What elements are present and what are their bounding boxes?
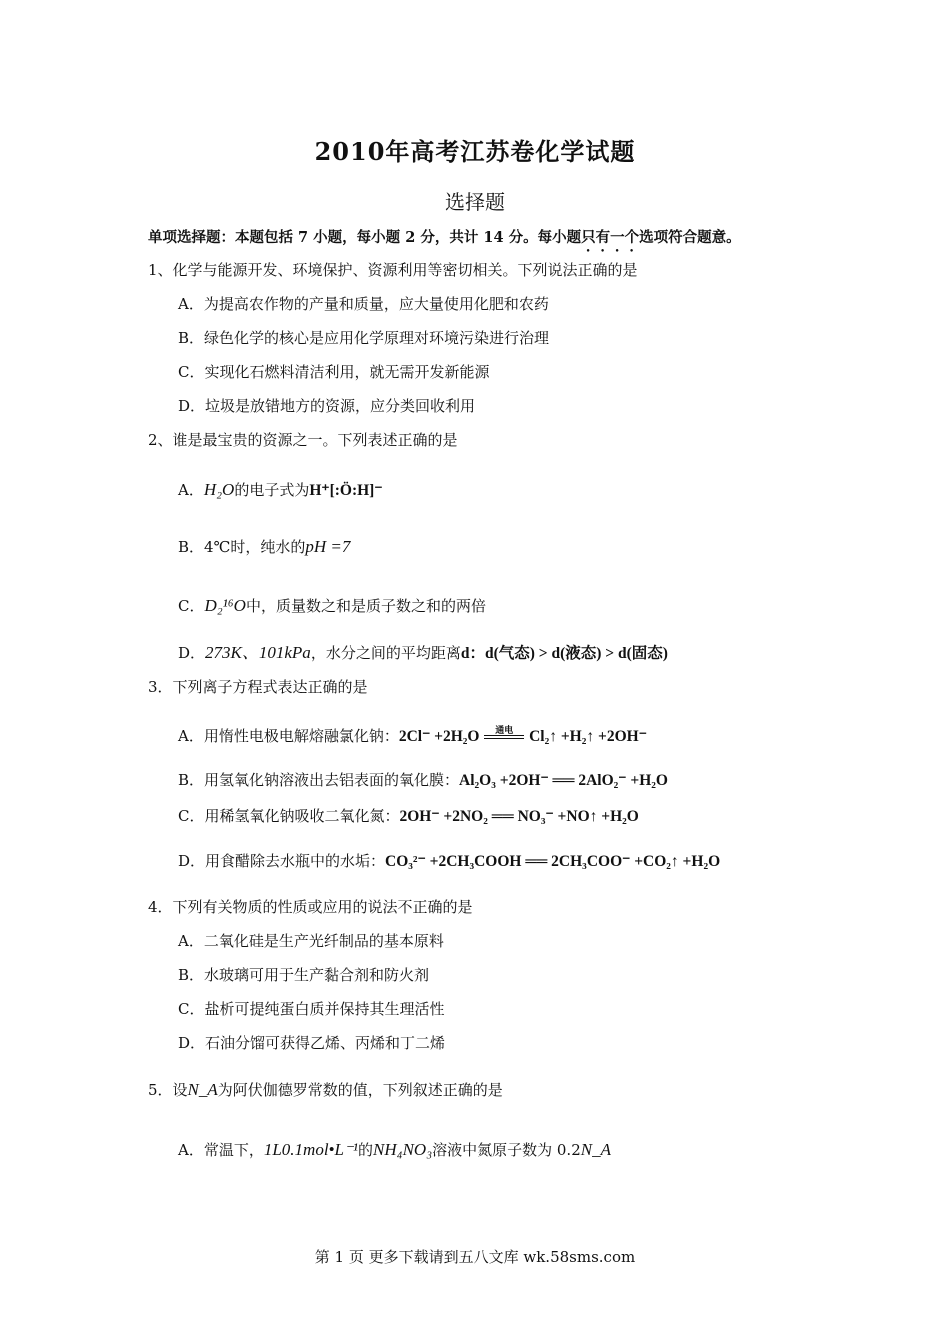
question-1-option-d: D．垃圾是放错地方的资源，应分类回收利用	[178, 397, 476, 415]
question-3-stem: 3．下列离子方程式表达正确的是	[148, 678, 368, 696]
question-4-option-a: A．二氧化硅是生产光纤制品的基本原料	[178, 932, 444, 950]
instructions: 单项选择题：本题包括 7 小题，每小题 2 分，共计 14 分。每小题只有一个选项符合题意。	[148, 229, 741, 246]
page-footer: 第 1 页 更多下载请到五八文库 wk.58sms.com	[314, 1248, 636, 1266]
question-4-stem: 4．下列有关物质的性质或应用的说法不正确的是	[148, 898, 473, 916]
question-5-stem: 5．设N_A为阿伏伽德罗常数的值，下列叙述正确的是	[148, 1080, 503, 1099]
equation-d: CO₃²⁻ +2CH₃COOH ══ 2CH₃COO⁻ +CO₂↑ +H₂O	[385, 853, 721, 870]
emphasis-text: 只有一个	[581, 229, 640, 246]
section-heading: 选择题	[445, 190, 505, 214]
question-5-option-a: A．常温下，1L0.1mol•L⁻¹的NH₄NO₃溶液中氮原子数为 0.2N_A	[178, 1140, 611, 1159]
question-2-option-b: B．4℃时，纯水的pH =7	[178, 537, 351, 556]
electron-dot-formula: H⁺[:Ö:H]⁻	[309, 482, 383, 499]
distance-relation: d：d(气态) > d(液态) > d(固态)	[460, 645, 668, 662]
question-1-option-c: C．实现化石燃料清洁利用，就无需开发新能源	[178, 363, 490, 381]
equation-c: 2OH⁻ +2NO₂ ══ NO₃⁻ +NO↑ +H₂O	[399, 808, 639, 825]
equation-a-left: 2Cl⁻ +2H₂O	[398, 728, 480, 745]
question-3-option-a: A．用惰性电极电解熔融氯化钠：2Cl⁻ +2H₂O 通电 Cl₂↑ +H₂↑ +2OH⁻	[178, 726, 647, 747]
question-3-option-b: B．用氢氧化钠溶液出去铝表面的氧化膜：Al₂O₃ +2OH⁻ ══ 2AlO₂⁻ +H₂O	[178, 771, 668, 789]
question-2-option-a: A．H₂O的电子式为H⁺[:Ö:H]⁻	[178, 480, 383, 499]
question-2-option-c: C．D₂¹⁶O中，质量数之和是质子数之和的两倍	[178, 596, 486, 615]
formula-nh4no3: NH₄NO₃	[373, 1140, 433, 1159]
formula-ph: pH =7	[305, 537, 351, 556]
avogadro-symbol: N_A	[580, 1140, 611, 1159]
question-1-stem: 1、化学与能源开发、环境保护、资源利用等密切相关。下列说法正确的是	[148, 261, 638, 279]
question-2-stem: 2、谁是最宝贵的资源之一。下列表述正确的是	[148, 431, 458, 449]
question-1-option-a: A．为提高农作物的产量和质量，应大量使用化肥和农药	[178, 295, 549, 313]
avogadro-symbol: N_A	[187, 1080, 218, 1099]
concentration-formula: 1L0.1mol•L⁻¹	[263, 1140, 359, 1159]
condition-label: 通电	[495, 726, 514, 736]
question-4-option-c: C．盐析可提纯蛋白质并保持其生理活性	[178, 1000, 445, 1018]
question-4-option-b: B．水玻璃可用于生产黏合剂和防火剂	[178, 966, 430, 984]
equation-a-right: Cl₂↑ +H₂↑ +2OH⁻	[529, 728, 647, 745]
question-2-option-d: D．273K、101kPa，水分之间的平均距离d：d(气态) > d(液态) > d(固态)	[178, 643, 668, 662]
question-4-option-d: D．石油分馏可获得乙烯、丙烯和丁二烯	[178, 1034, 446, 1052]
formula-h2o: H₂O	[203, 480, 235, 499]
formula-d2o: D₂¹⁶O	[204, 596, 246, 615]
equation-a-arrow	[484, 726, 524, 739]
question-3-option-d: D．用食醋除去水瓶中的水垢：CO₃²⁻ +2CH₃COOH ══ 2CH₃COO⁻ +CO₂↑ +H₂O	[178, 852, 721, 870]
page-title: 2010年高考江苏卷化学试题	[314, 137, 636, 166]
equation-b: Al₂O₃ +2OH⁻ ══ 2AlO₂⁻ +H₂O	[459, 772, 668, 789]
question-3-option-c: C．用稀氢氧化钠吸收二氧化氮：2OH⁻ +2NO₂ ══ NO₃⁻ +NO↑ +H₂O	[178, 807, 639, 825]
formula-conditions: 273K、101kPa	[205, 643, 311, 662]
question-1-option-b: B．绿色化学的核心是应用化学原理对环境污染进行治理	[178, 329, 550, 347]
